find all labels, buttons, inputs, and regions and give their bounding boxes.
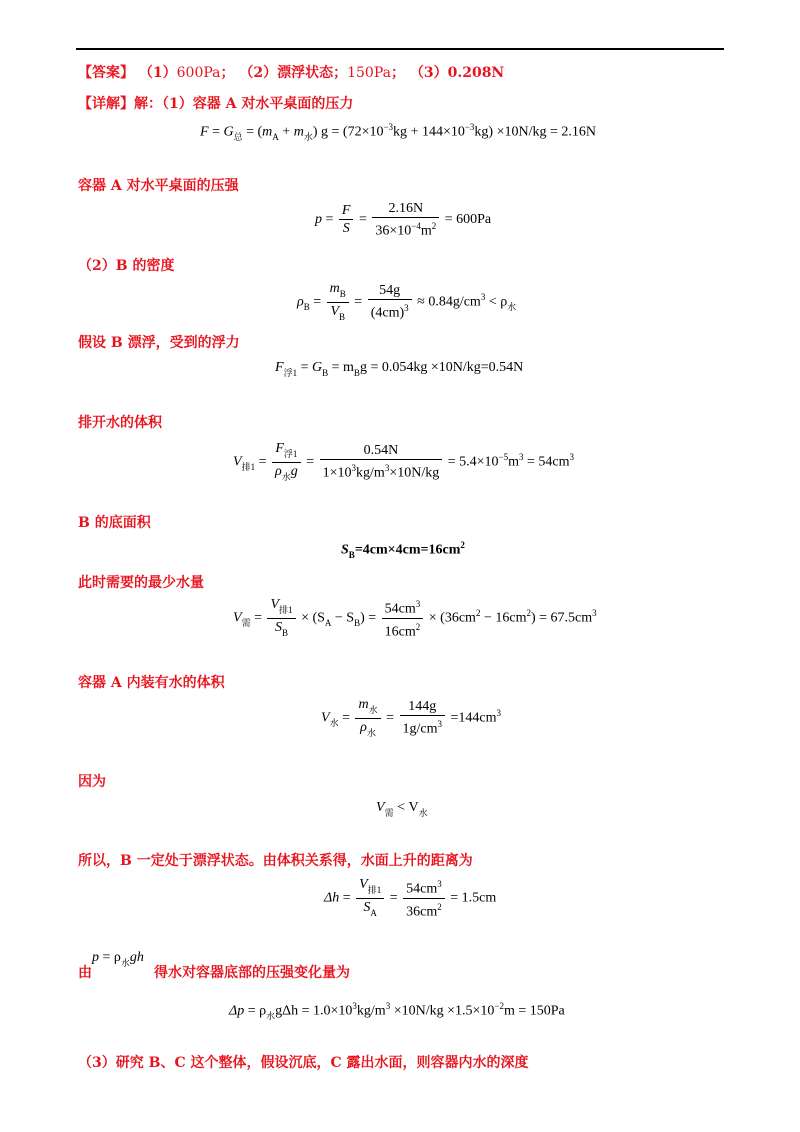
eq5-rhs-sup2: 3 [569,451,574,462]
eq3-rho-sub: B [303,302,310,313]
eq1-lhs: F [200,124,209,140]
eq2-eq1: = [322,212,337,228]
answer-part3-value: 0.208N [447,65,505,81]
eq9-frac1 [356,876,384,921]
eq11-eq: = ρ [244,1003,267,1019]
detail-line [78,93,353,113]
text-by-pre: 由 [78,965,92,981]
sb-sub: B [348,550,355,561]
eq6-eq1: = [250,610,266,626]
eq5-eq1: = [255,454,270,470]
eq5-den2sup2: 3 [384,463,390,474]
eq7-rhs-sup: 3 [496,707,502,718]
eq8-v2-sub: 水 [418,807,428,818]
eq2-frac2 [372,200,439,240]
detail-intro: 解：（1）容器 A 对水平桌面的压力 [134,96,354,112]
eq9-den2: 36cm [406,904,438,920]
eq3-den1-sub: B [339,311,346,322]
eq11-b: ×10N/kg ×1.5×10 [390,1003,495,1019]
eq3-eq2: = [350,294,366,310]
answer-sep1: ； [220,65,235,81]
eq7-den2-sup: 3 [437,719,443,730]
eq6-eq2: ) = [360,610,380,626]
eq7-den1-sub: 水 [366,727,376,738]
eq2-rhs: = 600Pa [441,212,492,228]
eq6-frac2 [382,596,424,640]
eq7-v-sub: 水 [329,718,339,729]
eq3-rho: ρ [297,294,304,310]
eq7-v: V [321,710,330,726]
eq1-exp1: −3 [383,122,394,132]
eq4-g-sub: B [322,367,329,378]
eq11-e1: 3 [352,1001,357,1011]
text-density: （2）B 的密度 [78,258,175,274]
text-by-post: 得水对容器底部的压强变化量为 [154,965,350,981]
eq2-den2a: 36×10 [375,223,412,239]
eq1-mw: m [293,124,304,140]
eq6-num1-sub: 排1 [279,604,293,615]
eq5-den1-sub: 水 [281,471,291,482]
eq4-eq2: = m [328,360,354,375]
eq9-frac2 [403,876,445,920]
eq1-kg1: kg + 144×10 [393,124,465,140]
equation-force [200,122,596,142]
equation-rise [324,876,496,921]
eq1-g: G [223,124,234,140]
text-so: 所以，B 一定处于漂浮状态。由体积关系得，水面上升的距离为 [78,853,473,869]
eq3-num1-sub: B [339,288,346,299]
eq6-den2: 16cm [384,624,416,640]
answer-line [78,62,504,82]
eq10-p: p [92,950,99,965]
eq5-rhs1: = 5.4×10 [444,454,499,470]
eq4-f-sub: 浮1 [283,367,298,378]
text-part3: （3）研究 B、C 这个整体，假设沉底，C 露出水面，则容器内水的深度 [78,1055,529,1071]
eq6-mid2: × (36cm [425,610,476,626]
eq9-rhs: = 1.5cm [446,890,497,906]
equation-compare [376,800,428,818]
eq6-den2-sup: 2 [415,621,421,632]
eq2-den2sup: 2 [431,221,437,231]
eq7-num2: 144g [400,698,446,716]
sb-s: S [341,542,349,558]
text-displaced-volume: 排开水的体积 [78,415,162,431]
eq11-sub: 水 [266,1011,276,1022]
eq2-num1: F [341,203,351,219]
text-base-area: B 的底面积 [78,515,151,531]
eq4-g: G [311,360,323,375]
eq2-lhs: p [315,212,322,228]
eq6-den1-sub: B [282,627,289,638]
sb-rest: =4cm×4cm=16cm [354,542,461,558]
eq3-num2: 54g [368,282,412,300]
eq6-rhs-sup: 3 [592,607,597,618]
text-by [78,962,350,982]
eq10-sub: 水 [120,957,130,968]
text-float: 假设 B 漂浮，受到的浮力 [78,335,240,351]
eq4-f: F [275,360,284,375]
text-pressure: 容器 A 对水平桌面的压强 [78,178,239,194]
eq5-num2: 0.54N [320,442,443,460]
eq1-eq: = [208,124,224,140]
eq1-mid2: ) g = (72×10 [312,124,384,140]
eq4-rhs: g = 0.054kg ×10N/kg=0.54N [359,360,524,375]
eq9-den1: S [363,899,371,915]
eq7-frac2 [400,698,446,738]
detail-tag: 【详解】 [78,96,134,112]
eq6-m3-sup: 2 [526,607,531,618]
eq5-num1-sub: 浮1 [283,448,298,459]
answer-part2: （2）漂浮状态； [239,65,348,81]
eq4-eq1: = [297,360,312,375]
eq8-v1: V [376,800,385,815]
eq6-num2: 54cm [384,601,416,617]
eq7-den1: ρ [360,719,367,735]
eq1-g-sub: 总 [233,132,243,143]
eq4-m-sub: B [353,367,360,378]
eq5-den2a: 1×10 [322,466,352,482]
eq7-num1-sub: 水 [368,704,378,715]
eq9-lhs: Δh [324,890,340,906]
eq5-eq2: = [302,454,318,470]
eq1-plus: + [278,124,294,140]
eq2-frac1 [339,202,354,237]
eq7-eq2: = [382,710,398,726]
eq7-frac1 [355,696,380,741]
eq3-lt-sub: 水 [507,302,517,313]
equation-buoyancy [275,360,523,378]
eq6-frac1 [267,596,295,641]
eq7-eq1: = [338,710,354,726]
eq5-frac1 [272,440,301,485]
eq9-den1-sub: A [370,907,377,918]
eq8-lt: < V [393,800,419,815]
eq6-num2-sup: 3 [415,599,421,610]
eq3-den2: (4cm) [370,306,405,322]
eq5-den2c: ×10N/kg [389,466,440,482]
equation-pressure [315,200,491,240]
eq5-den2sup: 3 [351,463,357,474]
answer-part3-label: （3） [409,65,448,81]
eq3-rhs: ≈ 0.84g/cm [413,294,481,310]
eq5-rhs2: m [508,454,519,470]
sb-sup: 2 [460,540,465,550]
eq3-num1: m [329,281,340,296]
eq9-eq2: = [386,890,402,906]
eq6-v: V [233,610,242,626]
eq2-den2exp: −4 [411,221,421,231]
eq5-num1: F [275,441,284,456]
eq5-frac2 [320,442,443,482]
answer-tag: 【答案】 [78,65,134,81]
eq7-num1: m [358,697,369,712]
eq6-sa: A [324,618,332,629]
eq3-den1: V [330,303,339,319]
eq6-num1: V [270,597,280,612]
eq6-sb: B [354,618,361,629]
eq5-v: V [233,454,242,470]
eq3-eq1: = [309,294,325,310]
eq2-den1: S [342,221,350,237]
header-rule [76,48,724,50]
answer-part1-label: （1） [138,65,177,81]
eq5-rhs-exp: −5 [498,451,509,462]
eq5-rhs3: = 54cm [523,454,570,470]
eq5-v-sub: 排1 [241,462,256,473]
eq5-rhs-sup: 3 [519,451,524,462]
equation-base-area [341,540,465,559]
eq9-num2: 54cm [406,881,438,897]
eq9-den2-sup: 2 [437,901,442,912]
answer-sep2: ； [390,65,405,81]
eq3-frac1 [327,280,349,325]
eq11-lhs: Δp [229,1003,245,1019]
text-water-volume: 容器 A 内装有水的体积 [78,675,225,691]
eq11-e2: 3 [385,1001,391,1011]
eq1-ma-sub: A [272,132,279,143]
eq7-den2: 1g/cm [402,722,438,738]
eq1-mw-sub: 水 [303,132,313,143]
eq11-rhs: m = 150Pa [503,1003,565,1019]
equation-water-volume [321,696,501,741]
eq5-den2b: kg/m [356,466,385,482]
eq9-num2-sup: 3 [437,879,442,890]
eq11-mid: gΔh = 1.0×10 [275,1003,353,1019]
eq5-den1-g: g [290,463,298,479]
eq1-ma: m [262,124,273,140]
eq6-mid: × (S [297,610,325,626]
text-because: 因为 [78,774,106,790]
eq9-num1-sub: 排1 [367,884,382,895]
eq2-eq2: = [355,212,371,228]
eq10-gh: gh [129,950,144,965]
answer-part2-value: 150Pa [347,65,391,81]
eq11-a: kg/m [356,1003,386,1019]
equation-displaced-volume [233,440,574,485]
answer-part1-value: 600Pa [176,65,221,81]
eq11-e3: −2 [494,1001,504,1011]
eq6-minus: − S [331,610,355,626]
eq3-frac2 [368,282,412,322]
eq6-den1: S [275,619,283,635]
eq9-num1: V [359,877,368,892]
equation-delta-p [229,1001,565,1021]
eq1-kg2: kg) ×10N/kg = 2.16N [474,124,596,140]
equation-min-water [233,596,597,641]
eq7-rhs: =144cm [447,710,497,726]
eq1-exp2: −3 [464,122,475,132]
eq2-den2b: m [420,223,432,239]
eq10-eq: = ρ [99,950,121,965]
eq8-v1-sub: 需 [384,807,394,818]
eq1-mid1: = ( [242,124,263,140]
eq5-den1: ρ [274,463,282,479]
text-min-water: 此时需要的最少水量 [78,575,204,591]
eq3-lt: < ρ [485,294,508,310]
eq6-v-sub: 需 [241,618,251,629]
eq2-num2: 2.16N [372,200,439,218]
eq6-rhs: ) = 67.5cm [530,610,593,626]
equation-density [297,280,516,325]
eq9-eq1: = [339,890,355,906]
eq6-mid3: − 16cm [480,610,527,626]
eq3-rhs-sup: 3 [480,291,486,302]
eq6-m2-sup: 2 [475,607,481,618]
eq3-den2sup: 3 [404,303,409,314]
